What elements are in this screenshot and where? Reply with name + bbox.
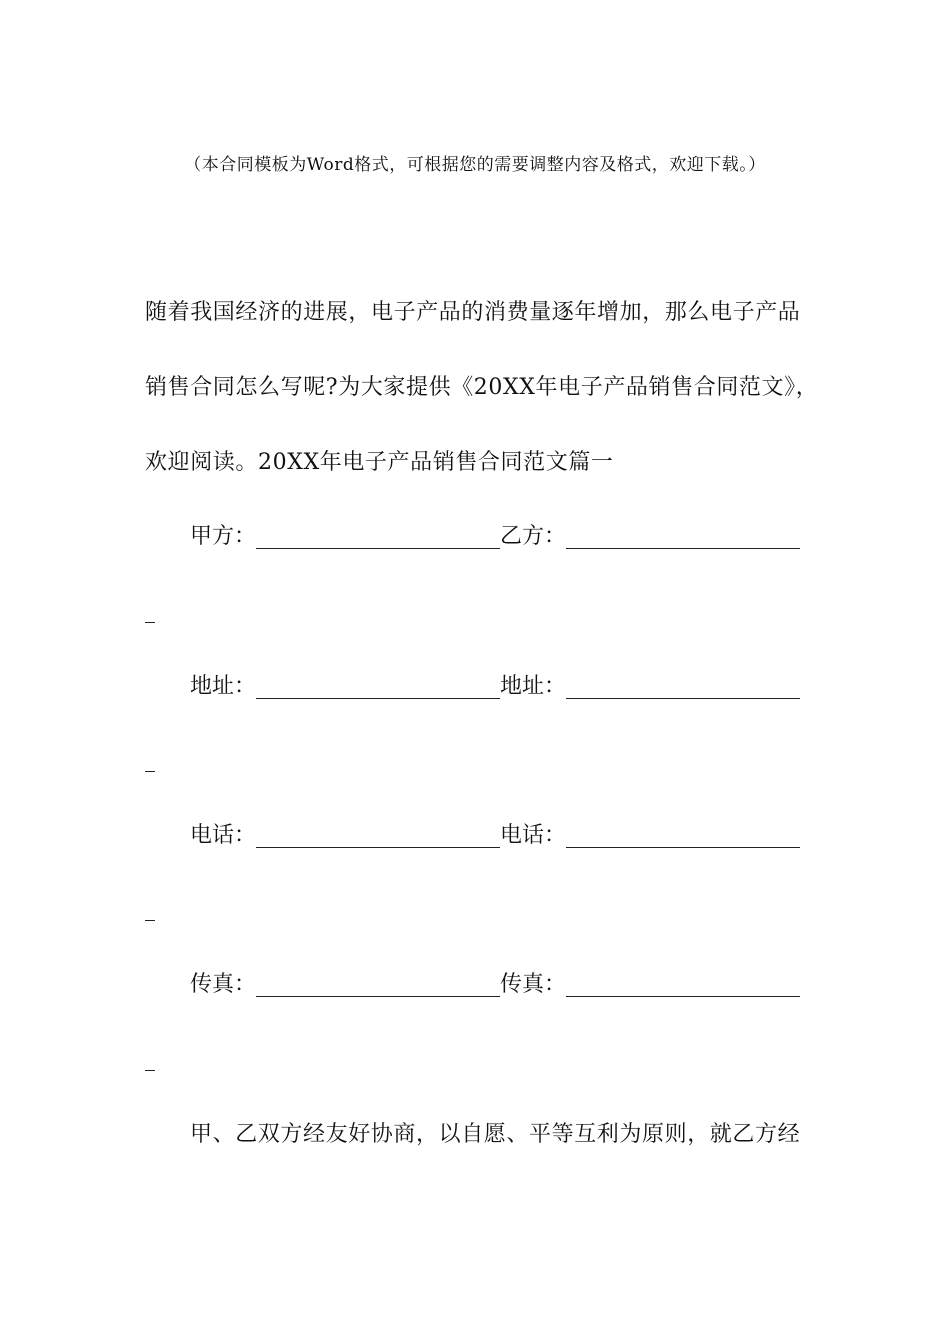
party-a-blank[interactable] — [256, 526, 500, 549]
party-blank-continuation — [145, 622, 155, 623]
field-row-fax — [190, 970, 800, 1000]
phone-b-label: 电话： — [500, 823, 567, 848]
field-row-party — [190, 522, 800, 552]
address-b-blank[interactable] — [566, 676, 800, 699]
address-a-label: 地址： — [190, 674, 257, 699]
field-row-phone — [190, 821, 800, 851]
address-b-label: 地址： — [500, 674, 567, 699]
phone-b-blank[interactable] — [566, 825, 800, 848]
fax-b-blank[interactable] — [566, 974, 800, 997]
phone-a-label: 电话： — [190, 823, 257, 848]
closing-line: 甲、乙双方经友好协商，以自愿、平等互利为原则，就乙方经 — [190, 1122, 801, 1147]
party-b-label: 乙方： — [500, 524, 567, 549]
intro-line-3: 欢迎阅读。20XX年电子产品销售合同范文篇一 — [145, 450, 614, 475]
intro-line-2: 销售合同怎么写呢?为大家提供《20XX年电子产品销售合同范文》， — [145, 375, 819, 400]
address-a-blank[interactable] — [256, 676, 500, 699]
fax-b-label: 传真： — [500, 972, 567, 997]
phone-a-blank[interactable] — [256, 825, 500, 848]
fax-blank-continuation — [145, 1070, 155, 1071]
field-row-address — [190, 672, 800, 702]
party-b-blank[interactable] — [566, 526, 800, 549]
address-blank-continuation — [145, 771, 155, 772]
fax-a-label: 传真： — [190, 972, 257, 997]
template-note: （本合同模板为Word格式，可根据您的需要调整内容及格式，欢迎下载。） — [184, 155, 766, 175]
phone-blank-continuation — [145, 920, 155, 921]
fax-a-blank[interactable] — [256, 974, 500, 997]
intro-line-1: 随着我国经济的进展，电子产品的消费量逐年增加，那么电子产品 — [145, 300, 801, 325]
party-a-label: 甲方： — [190, 524, 257, 549]
